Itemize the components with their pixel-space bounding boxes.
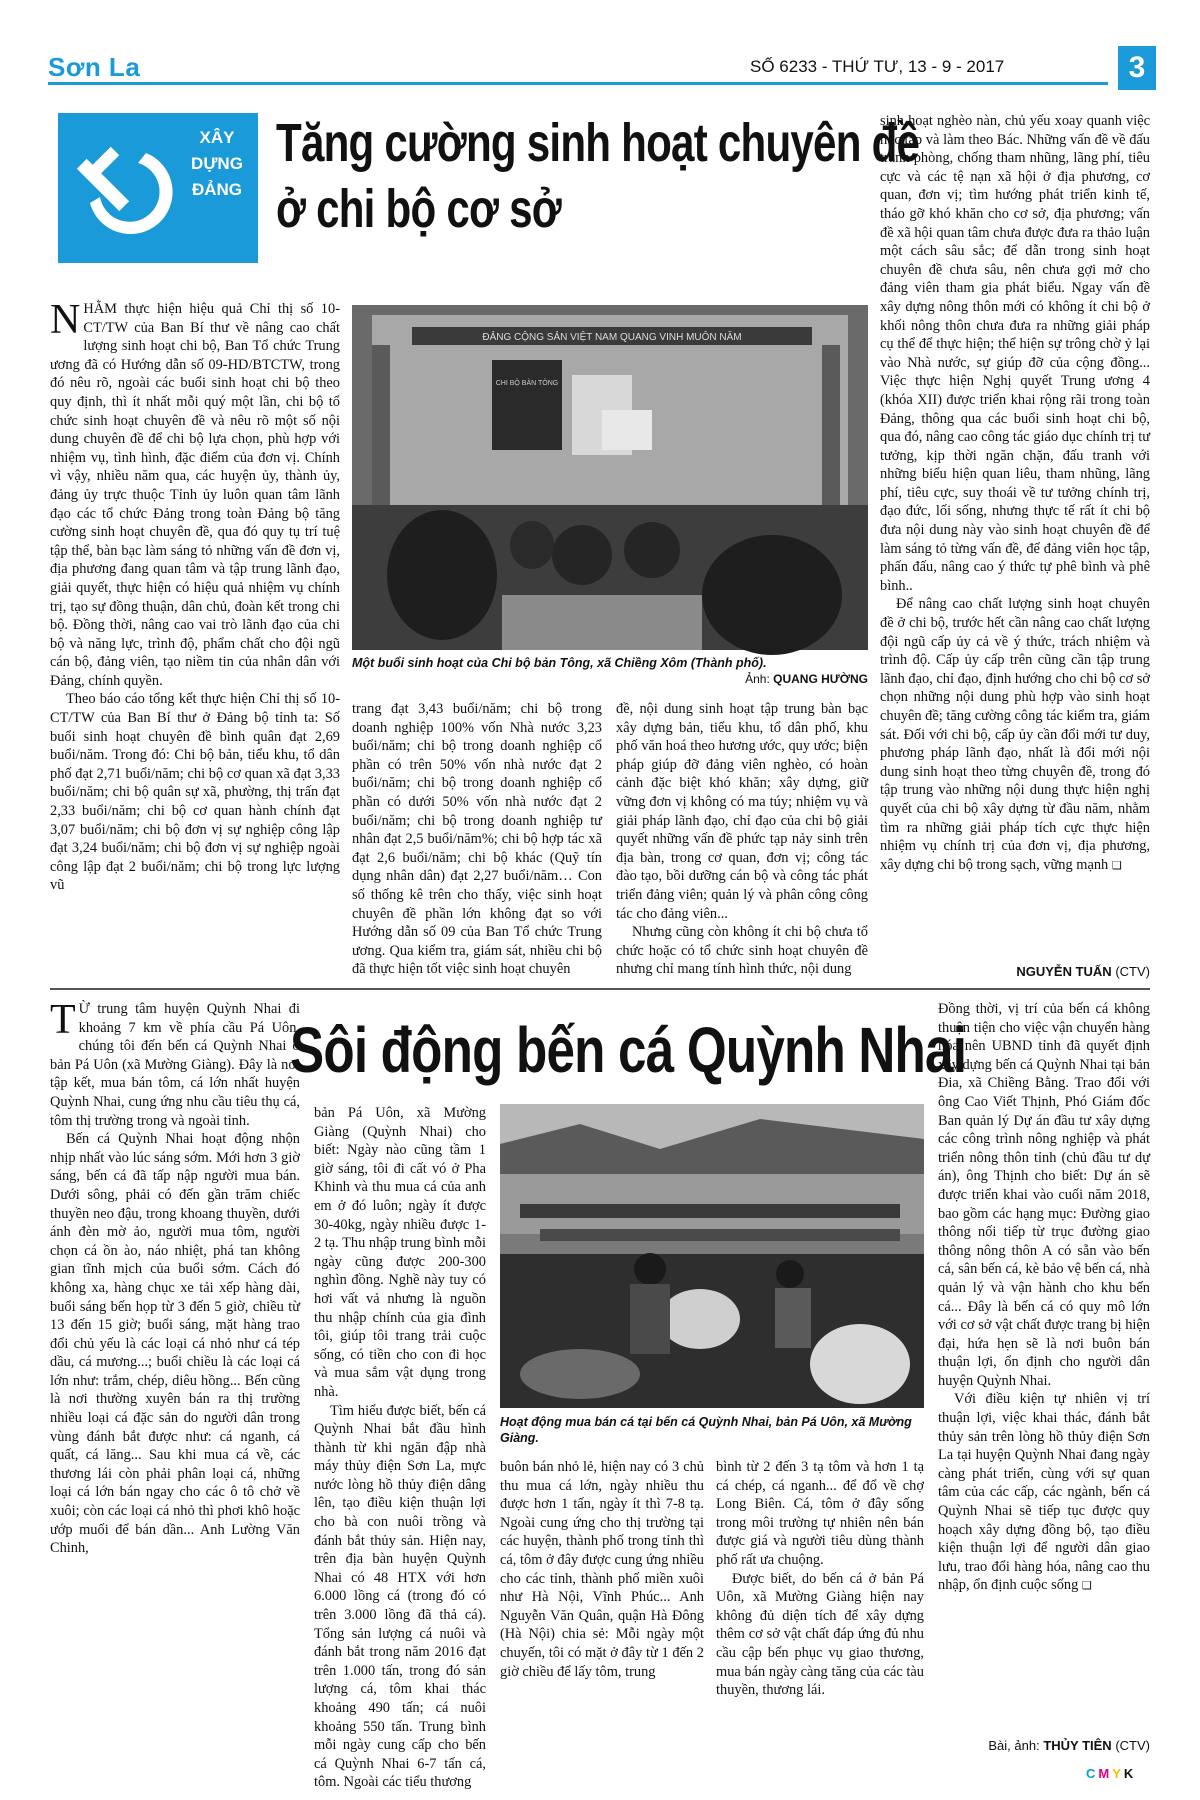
article2-col1-para2: Bến cá Quỳnh Nhai hoạt động nhộn nhịp nhất vào lúc sáng sớm. Mới hơn 3 giờ sáng, bến cá đã tấp nập người mua bán. Dưới sông, phải có đến gần trăm chiếc thuyền neo đậu, trong khoang thuyền, dưới ánh đèn mờ ảo, người mua tôm, người chọn cá ồn ào, náo nhiệt, phá tan không gian tĩnh mịch của buổi sớm. Cách đó không xa, hàng chục xe tải xếp hàng dài, buổi sáng bến họp từ 3 đến 5 giờ, chiều từ 13 đến 15 giờ; buổi sáng, mặt hàng trao đổi chủ yếu là các loại cá nhỏ như cá tép dầu, cá mương...; buổi chiều là các loại cá lớn như: trắm, chép, diêu hồng... Bến cũng là nơi thường xuyên bán ra thị trường nhiều loại cá đặc sản do người dân trong vùng đánh bắt được như: cá nganh, cá quất, cá lăng... Sau khi mua cá về, các thương lái còn phải phân loại cá, những loại cá lớn bán ngay cho các ô tô chở về xuôi; còn các loại cá nhỏ thì phơi khô hoặc ướp muối để bán dần... Anh Lường Văn Chinh, [50, 1131, 300, 1557]
article2-col2-para1: bản Pá Uôn, xã Mường Giàng (Quỳnh Nhai) cho biết: Ngày nào cũng tầm 1 giờ sáng, tôi đi cất vó ở Pha Khinh và thu mua cá của anh em ở đó luôn; ngày ít được 30-40kg, ngày nhiều được 1-2 tạ. Thu nhập trung bình mỗi ngày cũng được 200-300 nghìn đồng. Nghề này tuy có hơi vất vả nhưng là nguồn thu nhập chính của gia đình tôi, giúp tôi trang trải cuộc sống, có tiền cho con đi học và mua sắm vật dụng trong nhà. [314, 1105, 487, 1400]
article1-photo [352, 305, 868, 650]
rubric-line-3: ĐẢNG [191, 180, 243, 199]
article1-photo-credit [620, 672, 868, 686]
page-number-badge [1118, 46, 1156, 90]
article2-byline-role: (CTV) [1115, 1738, 1150, 1753]
article2-col4-para2: Được biết, do bến cá ở bản Pá Uôn, xã Mường Giàng hiện nay không đủ diện tích để xây dựng thêm cơ sở vật chất đáp ứng đủ nhu cầu cập bến phục vụ giao thương, mua bán ngày càng tăng của các tàu thuyền, thương lái. [716, 1570, 924, 1699]
cmyk-y: Y [1112, 1766, 1124, 1781]
article1-title-line1: Tăng cường sinh hoạt chuyên đề [276, 113, 920, 173]
photo-banner-text: ĐẢNG CỘNG SẢN VIỆT NAM QUANG VINH MUÔN NĂM [482, 332, 742, 343]
article1-col4-para1: sinh hoạt nghèo nàn, chủ yếu xoay quanh việc học tập và làm theo Bác. Những vấn đề về đấu tranh phòng, chống tham nhũng, lãng phí, tiêu cực và các tệ nạn xã hội ở địa phương, cơ quan, đơn vị; tìm hướng phát triển kinh tế, tháo gỡ khó khăn cho cơ sở, địa phương; vấn đề xã hội quan tâm chưa được đưa ra thảo luận một cách sâu sắc; để dẫn trong sinh hoạt chuyên đề chưa sâu, nên chưa gợi mở cho đảng viên tham gia phát biểu. Ngay vấn đề xây dựng nông thôn mới có không ít chi bộ ở khối nông thôn chưa đưa ra những giải pháp cụ thể để thực hiện; thể hiện sự trông chờ ỷ lại vào Nhà nước, sự giúp đỡ của cộng đồng... Việc thực hiện Nghị quyết Trung ương 4 (khóa XII) được triển khai rộng rãi trong toàn Đảng, thông qua các buổi sinh hoạt chi bộ, qua đó, nâng cao công tác giáo dục chính trị tư tưởng, kịp thời ngăn chặn, đấu tranh với những biểu hiện quan liêu, tham nhũng, lãng phí, tiêu cực, suy thoái về tư tưởng chính trị, đạo đức, lối sống, nhưng thực tế rất ít chi bộ đưa nội dung này vào sinh hoạt chuyên đề để làm sáng tỏ từng vấn đề, để đảng viên học tập, phấn đấu, nâng cao ý thức tự phê bình và phê bình.. [880, 113, 1150, 594]
cmyk-k: K [1123, 1766, 1137, 1781]
article2-col5-para2: Với điều kiện tự nhiên vị trí thuận lợi, việc khai thác, đánh bắt thủy sản trên lòng hồ thủy điện Sơn La tại huyện Quỳnh Nhai đang ngày càng phát triển, cùng với sự quan tâm của các cấp, các ngành, bến cá Quỳnh Nhai sẽ tiếp tục được quy hoạch xây dựng đồng bộ, tạo điều kiện thuận lợi để người dân giao lưu, trao đổi hàng hóa, nâng cao thu nhập, ổn định cuộc sống [938, 1391, 1150, 1594]
rubric-text [178, 125, 256, 203]
rubric-line-1: XÂY [199, 128, 235, 147]
article2-column-4 [716, 1458, 924, 1758]
page-number: 3 [1128, 51, 1146, 84]
article-divider [50, 988, 1150, 990]
article2-photo-caption: Hoạt động mua bán cá tại bến cá Quỳnh Nhai, bản Pá Uôn, xã Mường Giàng. [500, 1415, 912, 1445]
article1-byline-role: (CTV) [1115, 964, 1150, 979]
article1-end-mark: ❑ [1111, 859, 1122, 872]
article2-column-1 [50, 997, 300, 1750]
article2-column-3 [500, 1458, 704, 1758]
issue-info: SỐ 6233 - THỨ TƯ, 13 - 9 - 2017 [750, 57, 1005, 76]
article1-byline-name: NGUYỄN TUẤN [1016, 964, 1112, 979]
article1-col1-para2: Theo báo cáo tổng kết thực hiện Chỉ thị số 10-CT/TW của Ban Bí thư ở Đảng bộ tỉnh ta: Số buổi sinh hoạt chuyên đề bình quân đạt 2,69 buổi/năm. Trong đó: Chi bộ bản, tiểu khu, tổ dân phố đạt 2,71 buổi/năm; chi bộ cơ quan xã đạt 3,33 buổi/năm; chi bộ quân sự xã, phường, thị trấn đạt 2,33 buổi/năm; chi bộ cơ quan hành chính đạt 3,07 buổi/năm; chi bộ đơn vị sự nghiệp công lập đạt 3,24 buổi/năm; chi bộ đơn vị sự nghiệp ngoài công lập đạt 2 buổi/năm; chi bộ trong lực lượng vũ [50, 691, 340, 894]
fish-market-photo-illustration [500, 1104, 924, 1408]
article2-end-mark: ❑ [1081, 1580, 1092, 1593]
article1-col3-para1: đề, nội dung sinh hoạt tập trung bàn bạc xây dựng bản, tiểu khu, tổ dân phố, khu phố văn hoá theo hương ước, quy ước; biện pháp giúp đỡ đảng viên nghèo, có hoàn cảnh đặc biệt khó khăn; xây dựng, giữ vững đơn vị không có ma túy; nhiệm vụ và giải pháp lãnh đạo, chỉ đạo của chi bộ giải quyết những vấn đề phức tạp nảy sinh trên địa bàn, trong cơ quan, đơn vị; công tác đào tạo, bồi dưỡng cán bộ và công tác phát triển đảng viên; quản lý và phân công công tác cho đảng viên... [616, 701, 868, 922]
cmyk-marks [1086, 1766, 1136, 1781]
photo-credit-label: Ảnh: [745, 672, 770, 686]
article1-col4-para2: Để nâng cao chất lượng sinh hoạt chuyên đề ở chi bộ, trước hết cần nâng cao chất lượng đội ngũ cấp ủy cả về ý thức, trách nhiệm và trình độ. Cấp ủy cấp trên cũng cần tập trung lãnh đạo, chỉ đạo, định hướng cho chi bộ cơ sở chọn những nội dung phù hợp vào sinh hoạt chuyên đề; tăng cường công tác kiểm tra, giám sát. Đối với chi bộ, cấp ủy cần đổi mới tư duy, phương pháp lãnh đạo, nhất là đổi mới nội dung sinh hoạt theo từng chuyên đề, trong đó tập trung vào những nội dung thực hiện nghị quyết của chi bộ xây dựng từ đầu năm, nhằm tìm ra những giải pháp tích cực thực hiện nhiệm vụ chính trị của đơn vị, địa phương, xây dựng chi bộ trong sạch, vững mạnh [880, 596, 1150, 873]
article2-col3-para1: buôn bán nhỏ lẻ, hiện nay có 3 chủ thu mua cá lớn, ngày nhiều thu được hơn 1 tấn, ngày ít thì 7-8 tạ. Ngoài cung ứng cho thị trường tại các huyện, thành phố trong tỉnh thì cá, tôm ở đây được cung ứng nhiều cho các tỉnh, thành phố miền xuôi như Hà Nội, Vĩnh Phúc... Anh Nguyễn Văn Quân, quận Hà Đông (Hà Nội) chia sẻ: Mỗi ngày một chuyến, tôi có mặt ở đây từ 1 đến 2 giờ chiều để lấy tôm, trung [500, 1459, 704, 1680]
page-header [0, 0, 1200, 95]
article2-col5-para1: Đồng thời, vị trí của bến cá không thuận tiện cho việc vận chuyển hàng hóa nên UBND tỉnh đã quyết định xây dựng bến cá Quỳnh Nhai tại bản Đia, xã Chiềng Bằng. Trao đổi với ông Cao Viết Thịnh, Phó Giám đốc Ban quản lý Dự án đầu tư xây dựng các công trình nông nghiệp và phát triển nông thôn tỉnh (chủ đầu tư dự án), ông Thịnh cho biết: Dự án sẽ được triển khai vào cuối năm 2018, bao gồm các hạng mục: Đường giao thông nối tiếp từ trục đường giao thông nông thôn A có sẵn vào bến cá, sân bến cá, kè bảo vệ bến cá, nhà quản lý và vận hành cho khu bến cá... Đây là bến cá có quy mô lớn với cơ sở vật chất được trang bị hiện đại, hứa hẹn sẽ là nơi buôn bán thuận lợi, ổn định cho người dân huyện Quỳnh Nhai. [938, 1001, 1150, 1389]
article1-dropcap: N [50, 297, 81, 343]
article2-byline-label: Bài, ảnh: [988, 1738, 1040, 1753]
article1-column-1 [50, 297, 340, 980]
article1-title-line2: ở chi bộ cơ sở [276, 179, 561, 239]
article1-col2-para1: trang đạt 3,43 buổi/năm; chi bộ trong doanh nghiệp 100% vốn Nhà nước 3,23 buổi/năm; chi bộ trong doanh nghiệp cổ phần có trên 50% vốn nhà nước đạt 2 buổi/năm; chi bộ trong doanh nghiệp cổ phần có dưới 50% vốn nhà nước đạt 2 buổi/năm; chi bộ trong doanh nghiệp tư nhân đạt 2,5 buổi/năm%; chi bộ hợp tác xã đạt 2,6 buổi/năm; chi bộ khác (Quỹ tín dụng nhân dân) đạt 2,27 buổi/năm… Con số thống kê trên cho thấy, việc sinh hoạt chuyên đề phần lớn không đạt so với Hướng dẫn số 09 của Ban Tổ chức Trung ương. Qua kiểm tra, giám sát, nhiều chi bộ đã thực hiện tốt việc sinh hoạt chuyên [352, 701, 602, 978]
article1-byline [880, 964, 1150, 979]
rubric-box [58, 113, 258, 263]
article2-photo [500, 1104, 924, 1408]
section-underline [48, 82, 1108, 85]
article2-title: Sôi động bến cá Quỳnh Nhai [290, 1014, 967, 1086]
article1-photo-caption: Một buổi sinh hoạt của Chi bộ bản Tông, xã Chiềng Xôm (Thành phố). [352, 656, 767, 670]
rubric-line-2: DỰNG [191, 154, 243, 173]
section-name: Sơn La [48, 52, 141, 82]
cmyk-m: M [1098, 1766, 1113, 1781]
article2-col2-para2: Tìm hiểu được biết, bến cá Quỳnh Nhai bắt đầu hình thành từ khi ngăn đập nhà máy thủy điện Sơn La, mực nước lòng hồ thủy điện dâng lên, tạo điều kiện thuận lợi cho bà con nuôi trồng và đánh bắt thủy sản. Hiện nay, trên địa bàn huyện Quỳnh Nhai có 48 HTX với hơn 6.000 lồng cá (trong đó có trên 3.000 lồng đã thả cá). Tổng sản lượng cá nuôi và đánh bắt trong năm 2016 đạt trên 1.000 tấn, trong đó sản lượng cá, tôm khai thác khoảng 490 tấn; cá nuôi khoảng 550 tấn. Trung bình mỗi ngày cung cấp cho bến cá Quỳnh Nhai 6-7 tấn cá, tôm. Ngoài các tiểu thương [314, 1402, 486, 1791]
article1-column-3 [616, 700, 868, 980]
photo-board-text: CHI BỘ BẢN TÔNG [495, 380, 559, 387]
cmyk-c: C [1086, 1766, 1099, 1781]
article2-col1-para1: Ừ trung tâm huyện Quỳnh Nhai đi khoảng 7 km về phía cầu Pá Uôn, chúng tôi đến bến cá Quỳnh Nhai ở bản Pá Uôn (xã Mường Giàng). Đây là nơi tập kết, mua bán tôm, cá lớn nhất huyện Quỳnh Nhai, cung ứng nhu cầu tiêu thụ cá, tôm thị trường trong và ngoài tỉnh. [50, 1001, 300, 1129]
article2-dropcap: T [50, 997, 76, 1043]
meeting-photo-illustration [352, 305, 868, 650]
article2-byline-name: THỦY TIÊN [1043, 1738, 1112, 1753]
photo-credit-name: QUANG HƯỜNG [773, 672, 868, 686]
article1-col3-para2: Nhưng cũng còn không ít chi bộ chưa tổ chức hoặc có tổ chức sinh hoạt chuyên đề nhưng chỉ mang tính hình thức, nội dung [616, 924, 868, 978]
article2-column-2 [314, 1104, 487, 1791]
hammer-sickle-icon [68, 133, 178, 243]
article1-col1-para1: HẰM thực hiện hiệu quả Chỉ thị số 10-CT/TW của Ban Bí thư về nâng cao chất lượng sinh hoạt chi bộ, Ban Tổ chức Trung ương đã có Hướng dẫn số 09-HD/BTCTW, trong đó nêu rõ, ngoài các buổi sinh hoạt chi bộ theo quy định, thì ít nhất mỗi quý một lần, chi bộ tổ chức sinh hoạt chuyên đề và nêu rõ một số nội dung chuyên đề để chi bộ lựa chọn, phù hợp với nhiệm vụ, tình hình, đặc điểm của đơn vị. Chính vì vậy, nhiều năm qua, các huyện ủy, thành ủy, đảng ủy trực thuộc Tỉnh ủy luôn quan tâm lãnh đạo các tổ chức Đảng trong toàn Đảng bộ tăng cường sinh hoạt chuyên đề, qua đó quy tụ trí tuệ tập thể, bàn bạc làm sáng tỏ những vấn đề đơn vị, địa phương đang quan tâm và tập trung lãnh đạo, giải quyết, thực hiện có hiệu quả nhiệm vụ chính trị, tạo sự đồng thuận, dân chủ, đoàn kết trong chi bộ. Đồng thời, nâng cao vai trò lãnh đạo của chi bộ và năng lực, trình độ, phẩm chất cho đội ngũ cán bộ, đảng viên, tạo niềm tin của nhân dân với Đảng, chính quyền. [50, 301, 340, 689]
article2-column-5 [938, 1000, 1150, 1735]
article2-col4-para1: bình từ 2 đến 3 tạ tôm và hơn 1 tạ cá chép, cá nganh... để đổ về chợ Long Biên. Cá, tôm ở đây sống trong môi trường tự nhiên nên bán được giá và người tiêu dùng thành phố rất ưa chuộng. [716, 1459, 924, 1568]
article1-title [276, 110, 920, 242]
article2-byline [938, 1738, 1150, 1753]
article1-column-4 [880, 112, 1150, 962]
article1-column-2 [352, 700, 602, 980]
